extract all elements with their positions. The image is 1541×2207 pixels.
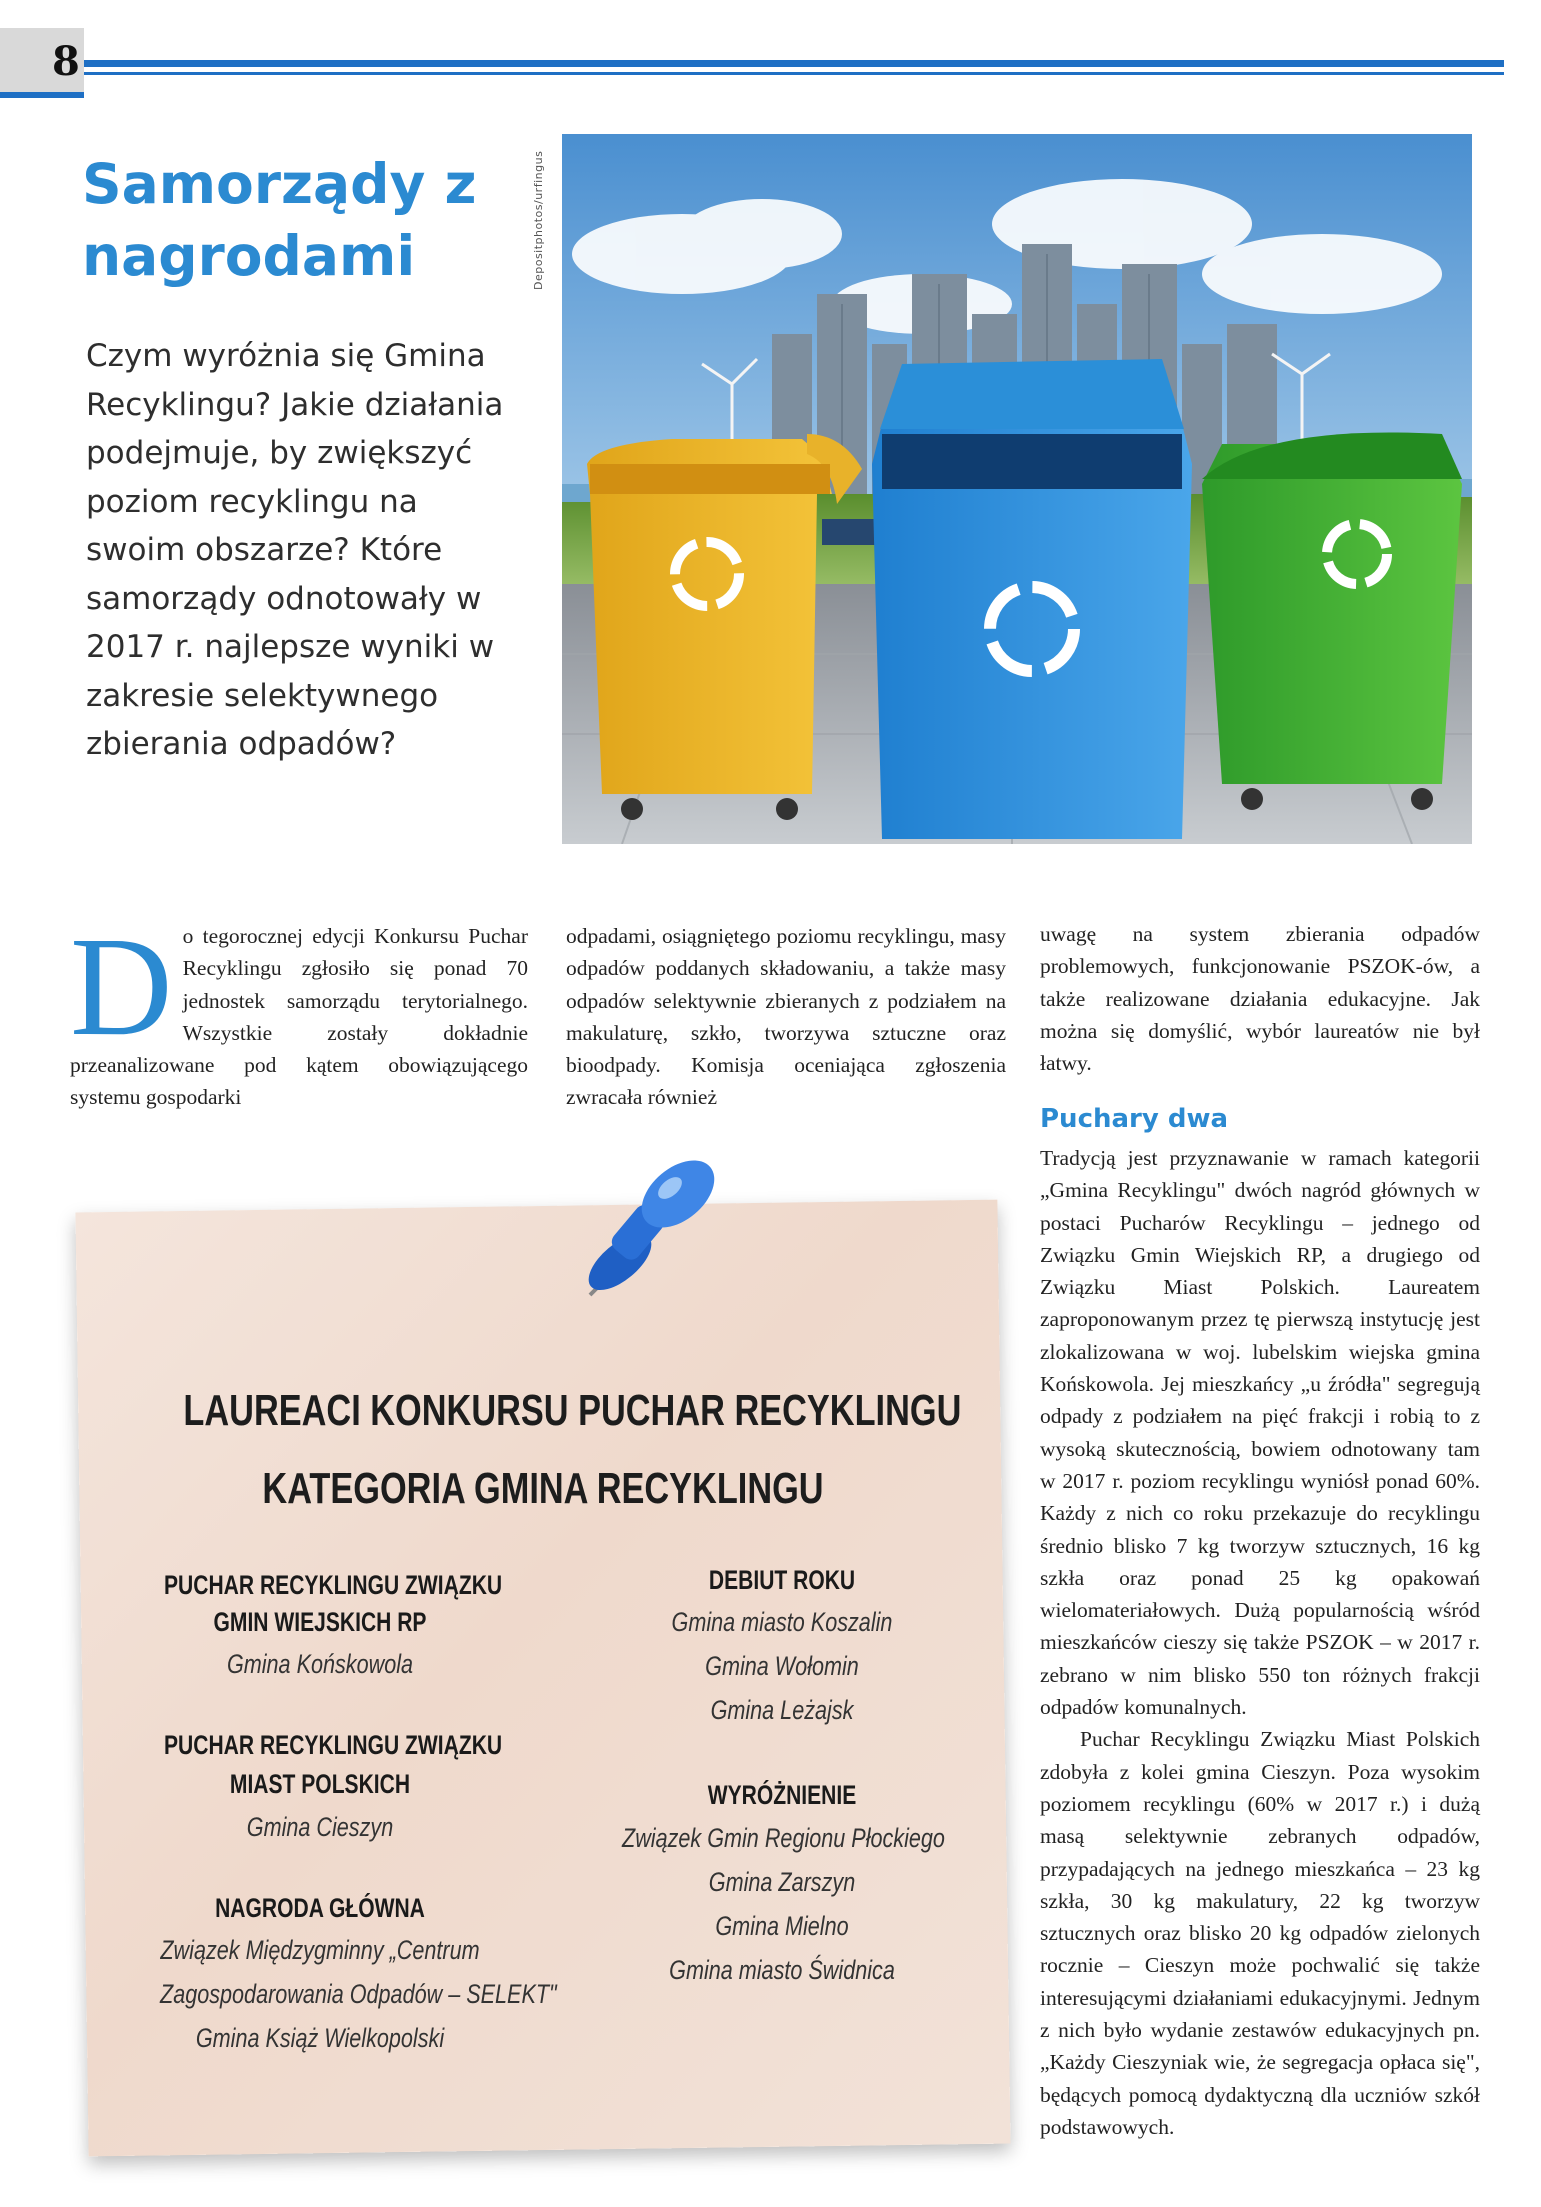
green-bin: [1202, 432, 1462, 810]
award-winner: Gmina Leżajsk: [710, 1695, 854, 1725]
section-subhead: Puchary dwa: [1040, 1104, 1229, 1134]
photo-credit: Depositphotos/urfingus: [532, 150, 545, 290]
body-text-col1: o tegorocznej edycji Konkursu Puchar Recyklingu zgłosiło się ponad 70 jednostek samorządu terytorialnego. Wszystkie zostały dokładnie przeanalizowane pod kątem obowiązującego systemu gospodarki: [70, 924, 528, 1110]
header-rule: [84, 60, 1504, 67]
award-title: PUCHAR RECYKLINGU ZWIĄZKU: [164, 1570, 503, 1600]
award-title: DEBIUT ROKU: [708, 1565, 856, 1595]
article-lead: Czym wyróżnia się Gmina Recyklingu? Jakie działania podejmuje, by zwiększyć poziom recyklingu na swoim obszarze? Które samorządy odnotowały w 2017 r. najlepsze wyniki w zakresie selektywnego zbierania odpadów?: [86, 338, 504, 762]
award-winner: Gmina Książ Wielkopolski: [195, 2023, 445, 2053]
paragraph: Tradycją jest przyznawanie w ramach kategorii „Gmina Recyklingu" dwóch nagród głównych w postaci Pucharów Recyklingu – jednego od Związku Gmin Wiejskich RP, a drugiego od Związku Miast Polskich. Laureatem zaproponowanym przez tę pierwszą instytucję jest zlokalizowana w woj. lubelskim wiejska gmina Końskowola. Jej mieszkańcy „u źródła" segregują odpady z podziałem na pięć frakcji i robią to z wysoką skutecznością, bowiem odnotowany tam w 2017 r. poziom recyklingu wyniósł ponad 60%. Każdy z nich co roku przekazuje do recyklingu średnio blisko 7 kg tworzyw sztucznych, 16 kg szkła oraz ponad 25 kg opakowań wielomateriałowych. Dużą popularnością wśród mieszkańców cieszy się także PSZOK – w 2017 r. zebrano w nim blisko 550 ton różnych frakcji odpadów komunalnych.: [1040, 1146, 1480, 1720]
award-winner: Gmina Końskowola: [226, 1649, 414, 1679]
paragraph: Puchar Recyklingu Związku Miast Polskich zdobyła z kolei gmina Cieszyn. Poza wysokim poziomem recyklingu (60% w 2017 r.) i dużą masą selektywnie zebranych odpadów, przypadających na jednego mieszkańca – 23 kg szkła, 30 kg makulatury, 22 kg tworzyw sztucznych oraz blisko 20 kg odpadów zielonych rocznie – Cieszyn może pochwalić się także interesującymi działaniami edukacyjnymi. Jednym z nich było wydanie zestawów edukacyjnych pn. „Każdy Cieszyniak wie, że segregacja opłaca się", będących pomocą dydaktyczną dla uczniów szkół podstawowych.: [1040, 1727, 1480, 2139]
header-rule-thin: [84, 72, 1504, 75]
award-winner: Gmina Cieszyn: [246, 1812, 394, 1842]
page-number: 8: [52, 38, 80, 85]
recycling-bins-photo: [562, 134, 1472, 844]
award-winner: Gmina miasto Świdnica: [669, 1955, 895, 1985]
drop-cap: D: [70, 907, 173, 1065]
award-winner: Zagospodarowania Odpadów – SELEKT": [160, 1979, 557, 2009]
body-column-3-continued: [1040, 1142, 1480, 2143]
award-title: WYRÓŻNIENIE: [707, 1780, 857, 1810]
push-pin-icon: [560, 1150, 730, 1300]
winners-heading: LAUREACI KONKURSU PUCHAR RECYKLINGU: [183, 1386, 962, 1435]
award-title: GMIN WIEJSKICH RP: [213, 1607, 427, 1637]
award-winner: Gmina Mielno: [715, 1911, 849, 1941]
award-winner: Gmina miasto Koszalin: [671, 1607, 893, 1637]
award-winner: Gmina Wołomin: [705, 1651, 859, 1681]
award-winner: Gmina Zarszyn: [708, 1867, 856, 1897]
award-title: NAGRODA GŁÓWNA: [215, 1893, 425, 1923]
article-title: Samorządy z nagrodami: [82, 152, 477, 288]
award-winner: Związek Międzygminny „Centrum: [160, 1935, 480, 1965]
body-column-3: uwagę na system zbierania odpadów problemowych, funkcjonowanie PSZOK-ów, a także realizowane działania edukacyjne. Jak można się domyślić, wybór laureatów nie był łatwy.: [1040, 922, 1480, 1076]
award-title: PUCHAR RECYKLINGU ZWIĄZKU: [164, 1730, 503, 1760]
award-title: MIAST POLSKICH: [229, 1769, 411, 1799]
winners-subheading: KATEGORIA GMINA RECYKLINGU: [262, 1464, 824, 1513]
body-column-2: odpadami, osiągniętego poziomu recyklingu, masy odpadów poddanych składowaniu, a także masy odpadów selektywnie zbieranych z podziałem na makulaturę, szkło, tworzywa sztuczne oraz bioodpady. Komisja oceniająca zgłoszenia zwracała również: [566, 924, 1006, 1110]
body-column-1: [70, 907, 528, 1114]
award-winner: Związek Gmin Regionu Płockiego: [622, 1823, 945, 1853]
blue-bin: [872, 359, 1192, 839]
